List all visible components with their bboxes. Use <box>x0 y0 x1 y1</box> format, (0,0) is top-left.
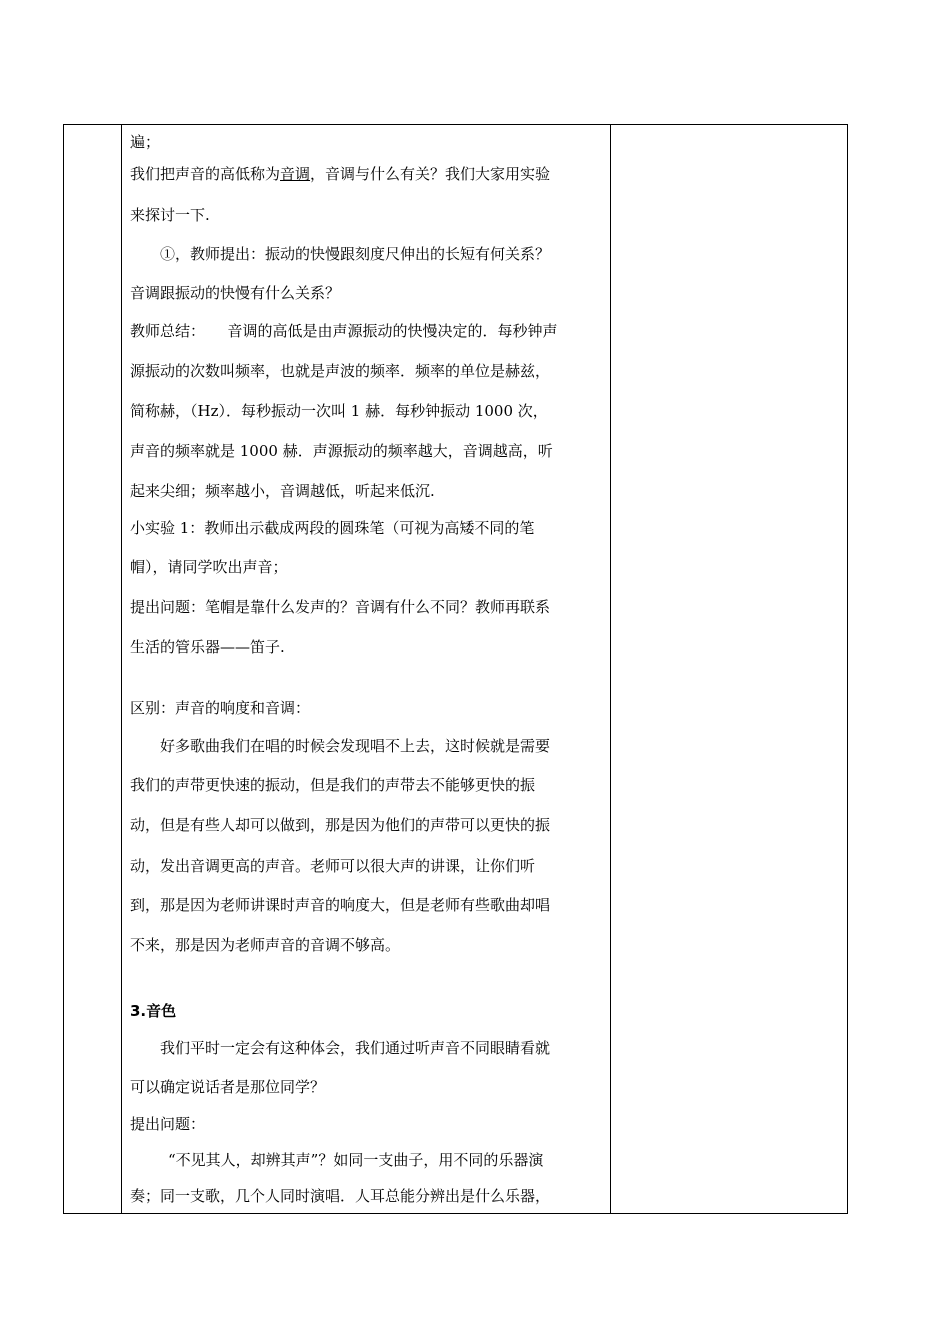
text-line: “不见其人，却辨其声”？如同一支曲子，用不同的乐器演 <box>168 1151 544 1169</box>
text-segment: ，音调与什么有关？我们大家用实验 <box>310 165 551 183</box>
text-line: 小实验 1：教师出示截成两段的圆珠笔（可视为高矮不同的笔 <box>130 519 535 537</box>
text-line: 提出问题： <box>130 1115 206 1133</box>
text-line: 简称赫，（Hz）．每秒振动一次叫 1 赫．每秒钟振动 1000 次， <box>130 402 548 420</box>
text-line: 不来，那是因为老师声音的音调不够高。 <box>130 936 401 954</box>
text-line: 音调跟振动的快慢有什么关系？ <box>130 284 341 302</box>
text-line: 源振动的次数叫频率，也就是声波的频率．频率的单位是赫兹， <box>130 362 551 380</box>
text-line: 起来尖细；频率越小，音调越低，听起来低沉. <box>130 482 435 500</box>
text-line: 我们平时一定会有这种体会，我们通过听声音不同眼睛看就 <box>160 1039 551 1057</box>
text-line: 区别：声音的响度和音调： <box>130 699 311 717</box>
text-line: 来探讨一下. <box>130 206 210 224</box>
text-line: 声音的频率就是 1000 赫．声源振动的频率越大，音调越高，听 <box>130 442 553 460</box>
text-line: 动，发出音调更高的声音。老师可以很大声的讲课，让你们听 <box>130 857 536 875</box>
text-segment: 我们把声音的高低称为 <box>130 165 281 183</box>
text-line: 我们的声带更快速的振动，但是我们的声带去不能够更快的振 <box>130 776 536 794</box>
text-line: 遍； <box>130 133 161 151</box>
text-line: 动，但是有些人却可以做到，那是因为他们的声带可以更快的振 <box>130 816 551 834</box>
text-line: 到，那是因为老师讲课时声音的响度大，但是老师有些歌曲却唱 <box>130 896 551 914</box>
text-line: 提出问题：笔帽是靠什么发声的？音调有什么不同？教师再联系 <box>130 598 551 616</box>
text-line <box>130 164 550 184</box>
text-line: 帽），请同学吹出声音； <box>130 558 288 576</box>
text-line: 教师总结： 音调的高低是由声源振动的快慢决定的．每秒钟声 <box>130 322 558 340</box>
column-divider-right <box>610 125 611 1213</box>
text-line: 生活的管乐器——笛子. <box>130 638 285 656</box>
text-line: 好多歌曲我们在唱的时候会发现唱不上去，这时候就是需要 <box>160 737 551 755</box>
term-pitch: 音调 <box>280 165 311 183</box>
lesson-content-cell <box>130 124 606 1214</box>
text-line: 可以确定说话者是那位同学？ <box>130 1078 326 1096</box>
text-line: 奏；同一支歌，几个人同时演唱．人耳总能分辨出是什么乐器， <box>130 1187 551 1205</box>
section-heading: 3.音色 <box>130 1002 177 1020</box>
column-divider-left <box>121 125 122 1213</box>
text-line: ①，教师提出：振动的快慢跟刻度尺伸出的长短有何关系？ <box>160 245 551 263</box>
